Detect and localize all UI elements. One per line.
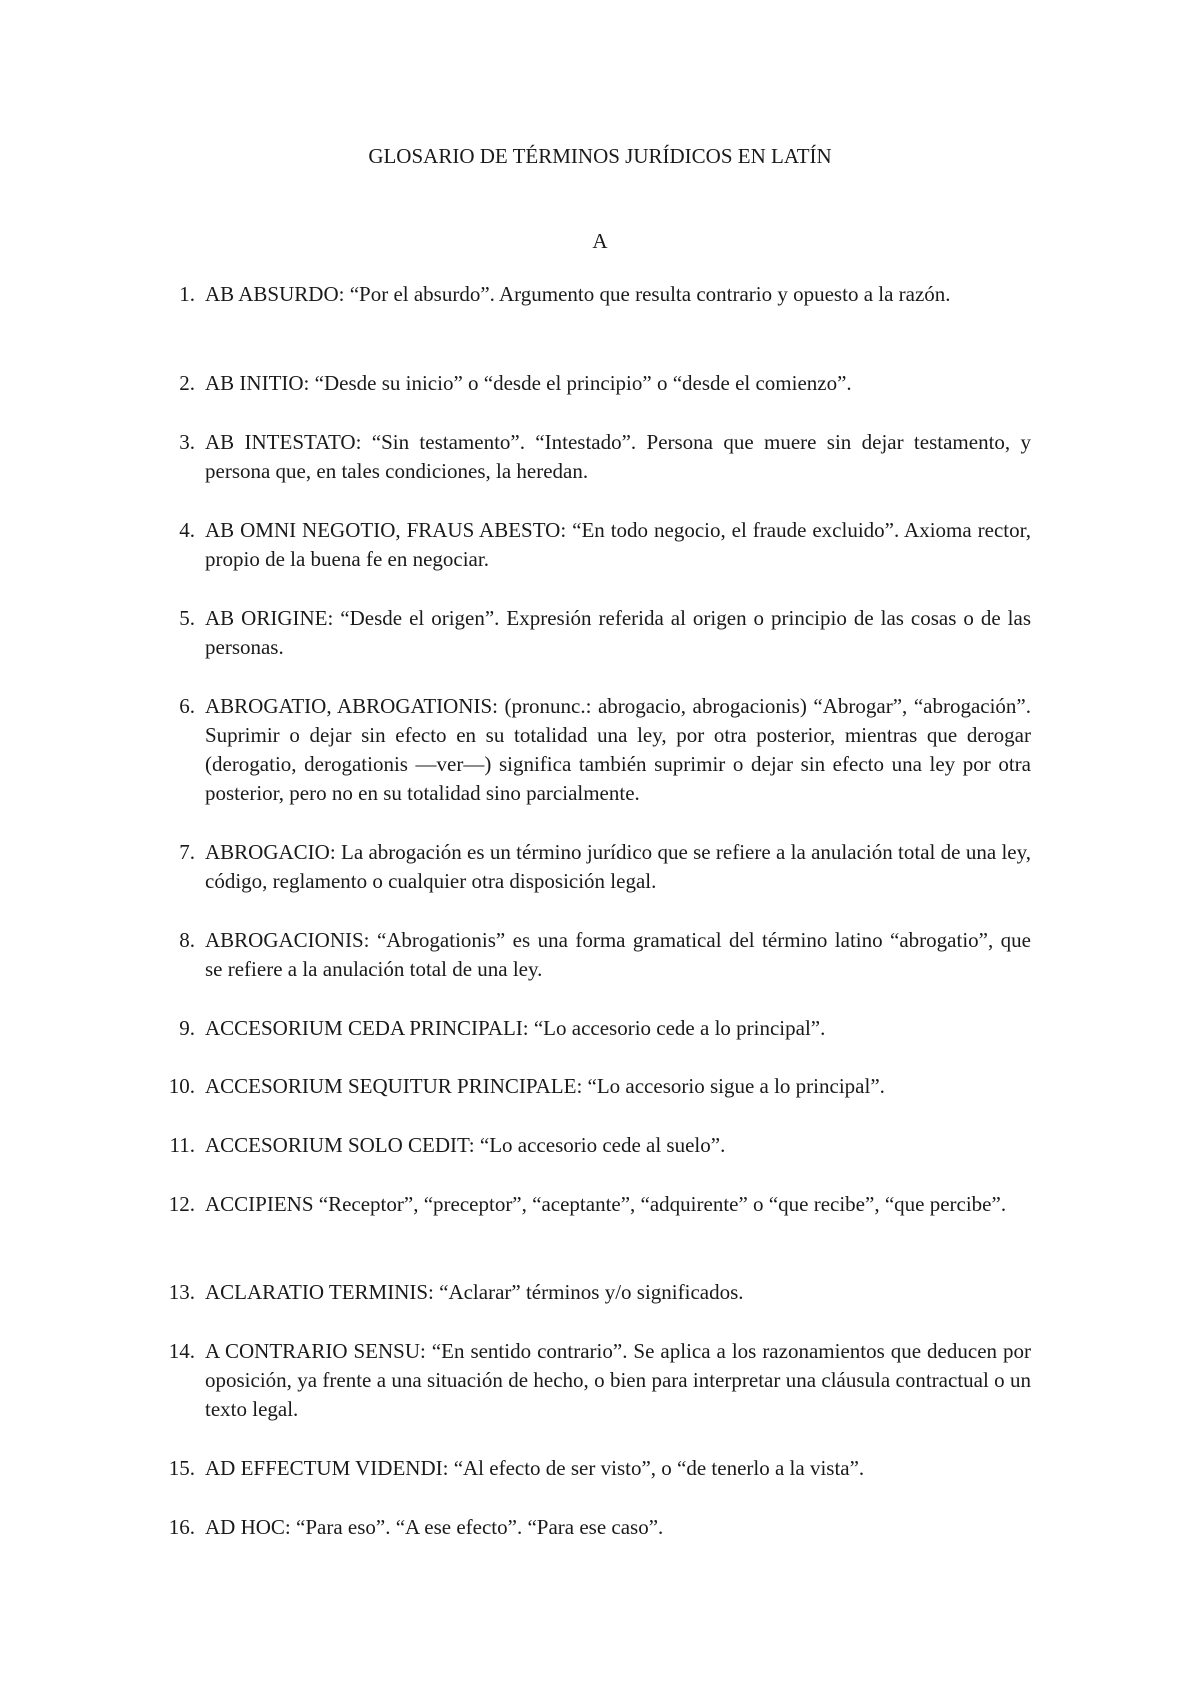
entry-number: 6. bbox=[179, 694, 195, 718]
entry-text: ABROGACIO: La abrogación es un término jurídico que se refiere a la anulación total de una ley, código, reglamento o cualquier otra disposición legal. bbox=[205, 840, 1031, 893]
glossary-entry bbox=[168, 1190, 1031, 1219]
entry-text: ABROGACIONIS: “Abrogationis” es una forma gramatical del término latino “abrogatio”, que se refiere a la anulación total de una ley. bbox=[205, 928, 1031, 981]
glossary-entry bbox=[179, 692, 1031, 808]
entry-number: 2. bbox=[179, 371, 195, 395]
entry-text: AD EFFECTUM VIDENDI: “Al efecto de ser visto”, o “de tenerlo a la vista”. bbox=[205, 1456, 865, 1480]
glossary-entry bbox=[179, 369, 1031, 398]
entry-number: 10. bbox=[168, 1074, 195, 1098]
entry-number: 5. bbox=[179, 606, 195, 630]
entry-text: ACCESORIUM SOLO CEDIT: “Lo accesorio cede al suelo”. bbox=[205, 1133, 726, 1157]
glossary-entry bbox=[168, 1513, 1031, 1542]
glossary-entry bbox=[179, 838, 1031, 896]
entry-number: 4. bbox=[179, 518, 195, 542]
entry-text: ACLARATIO TERMINIS: “Aclarar” términos y/o significados. bbox=[205, 1280, 744, 1304]
entry-text: AB INITIO: “Desde su inicio” o “desde el principio” o “desde el comienzo”. bbox=[205, 371, 852, 395]
entry-number: 7. bbox=[179, 840, 195, 864]
glossary-entry bbox=[179, 604, 1031, 662]
glossary-entry bbox=[179, 428, 1031, 486]
entry-number: 13. bbox=[168, 1280, 195, 1304]
entry-number: 14. bbox=[168, 1339, 195, 1363]
entry-text: ACCESORIUM SEQUITUR PRINCIPALE: “Lo accesorio sigue a lo principal”. bbox=[205, 1074, 885, 1098]
entry-text: AB OMNI NEGOTIO, FRAUS ABESTO: “En todo negocio, el fraude excluido”. Axioma rector, propio de la buena fe en negociar. bbox=[205, 518, 1031, 571]
glossary-entry bbox=[168, 1278, 1031, 1307]
glossary-entry bbox=[179, 516, 1031, 574]
glossary-entry bbox=[168, 1337, 1031, 1424]
entry-text: AB INTESTATO: “Sin testamento”. “Intestado”. Persona que muere sin dejar testamento, y persona que, en tales condiciones, la heredan. bbox=[205, 430, 1031, 483]
entry-number: 15. bbox=[168, 1456, 195, 1480]
entry-number: 8. bbox=[179, 928, 195, 952]
entry-number: 9. bbox=[179, 1016, 195, 1040]
entry-text: ABROGATIO, ABROGATIONIS: (pronunc.: abrogacio, abrogacionis) “Abrogar”, “abrogación”. Suprimir o dejar sin efecto en su totalidad una ley, por otra posterior, mientras que derogar (derogatio, derogationis —ver—) significa también suprimir o dejar sin efecto una ley por otra posterior, pero no en su totalidad sino parcialmente. bbox=[205, 694, 1031, 805]
entry-text: A CONTRARIO SENSU: “En sentido contrario”. Se aplica a los razonamientos que deducen por oposición, ya frente a una situación de hecho, o bien para interpretar una cláusula contractual o un texto legal. bbox=[205, 1339, 1031, 1421]
entry-text: AB ORIGINE: “Desde el origen”. Expresión referida al origen o principio de las cosas o de las personas. bbox=[205, 606, 1031, 659]
entry-number: 16. bbox=[168, 1515, 195, 1539]
entry-number: 11. bbox=[169, 1133, 195, 1157]
section-letter: A bbox=[592, 229, 608, 253]
glossary-entry bbox=[169, 1131, 1031, 1160]
glossary-entry bbox=[168, 1454, 1031, 1483]
entry-text: ACCESORIUM CEDA PRINCIPALI: “Lo accesorio cede a lo principal”. bbox=[205, 1016, 826, 1040]
entry-number: 12. bbox=[168, 1192, 195, 1216]
glossary-entry bbox=[179, 280, 1031, 309]
entry-text: AD HOC: “Para eso”. “A ese efecto”. “Para ese caso”. bbox=[205, 1515, 664, 1539]
entry-text: ACCIPIENS “Receptor”, “preceptor”, “aceptante”, “adquirente” o “que recibe”, “que percibe”. bbox=[205, 1192, 1007, 1216]
glossary-entry bbox=[179, 926, 1031, 984]
document-title: GLOSARIO DE TÉRMINOS JURÍDICOS EN LATÍN bbox=[368, 144, 832, 168]
glossary-entry bbox=[168, 1072, 1031, 1101]
entry-number: 3. bbox=[179, 430, 195, 454]
entry-text: AB ABSURDO: “Por el absurdo”. Argumento que resulta contrario y opuesto a la razón. bbox=[205, 282, 951, 306]
glossary-entry bbox=[179, 1014, 1031, 1043]
entry-number: 1. bbox=[179, 282, 195, 306]
